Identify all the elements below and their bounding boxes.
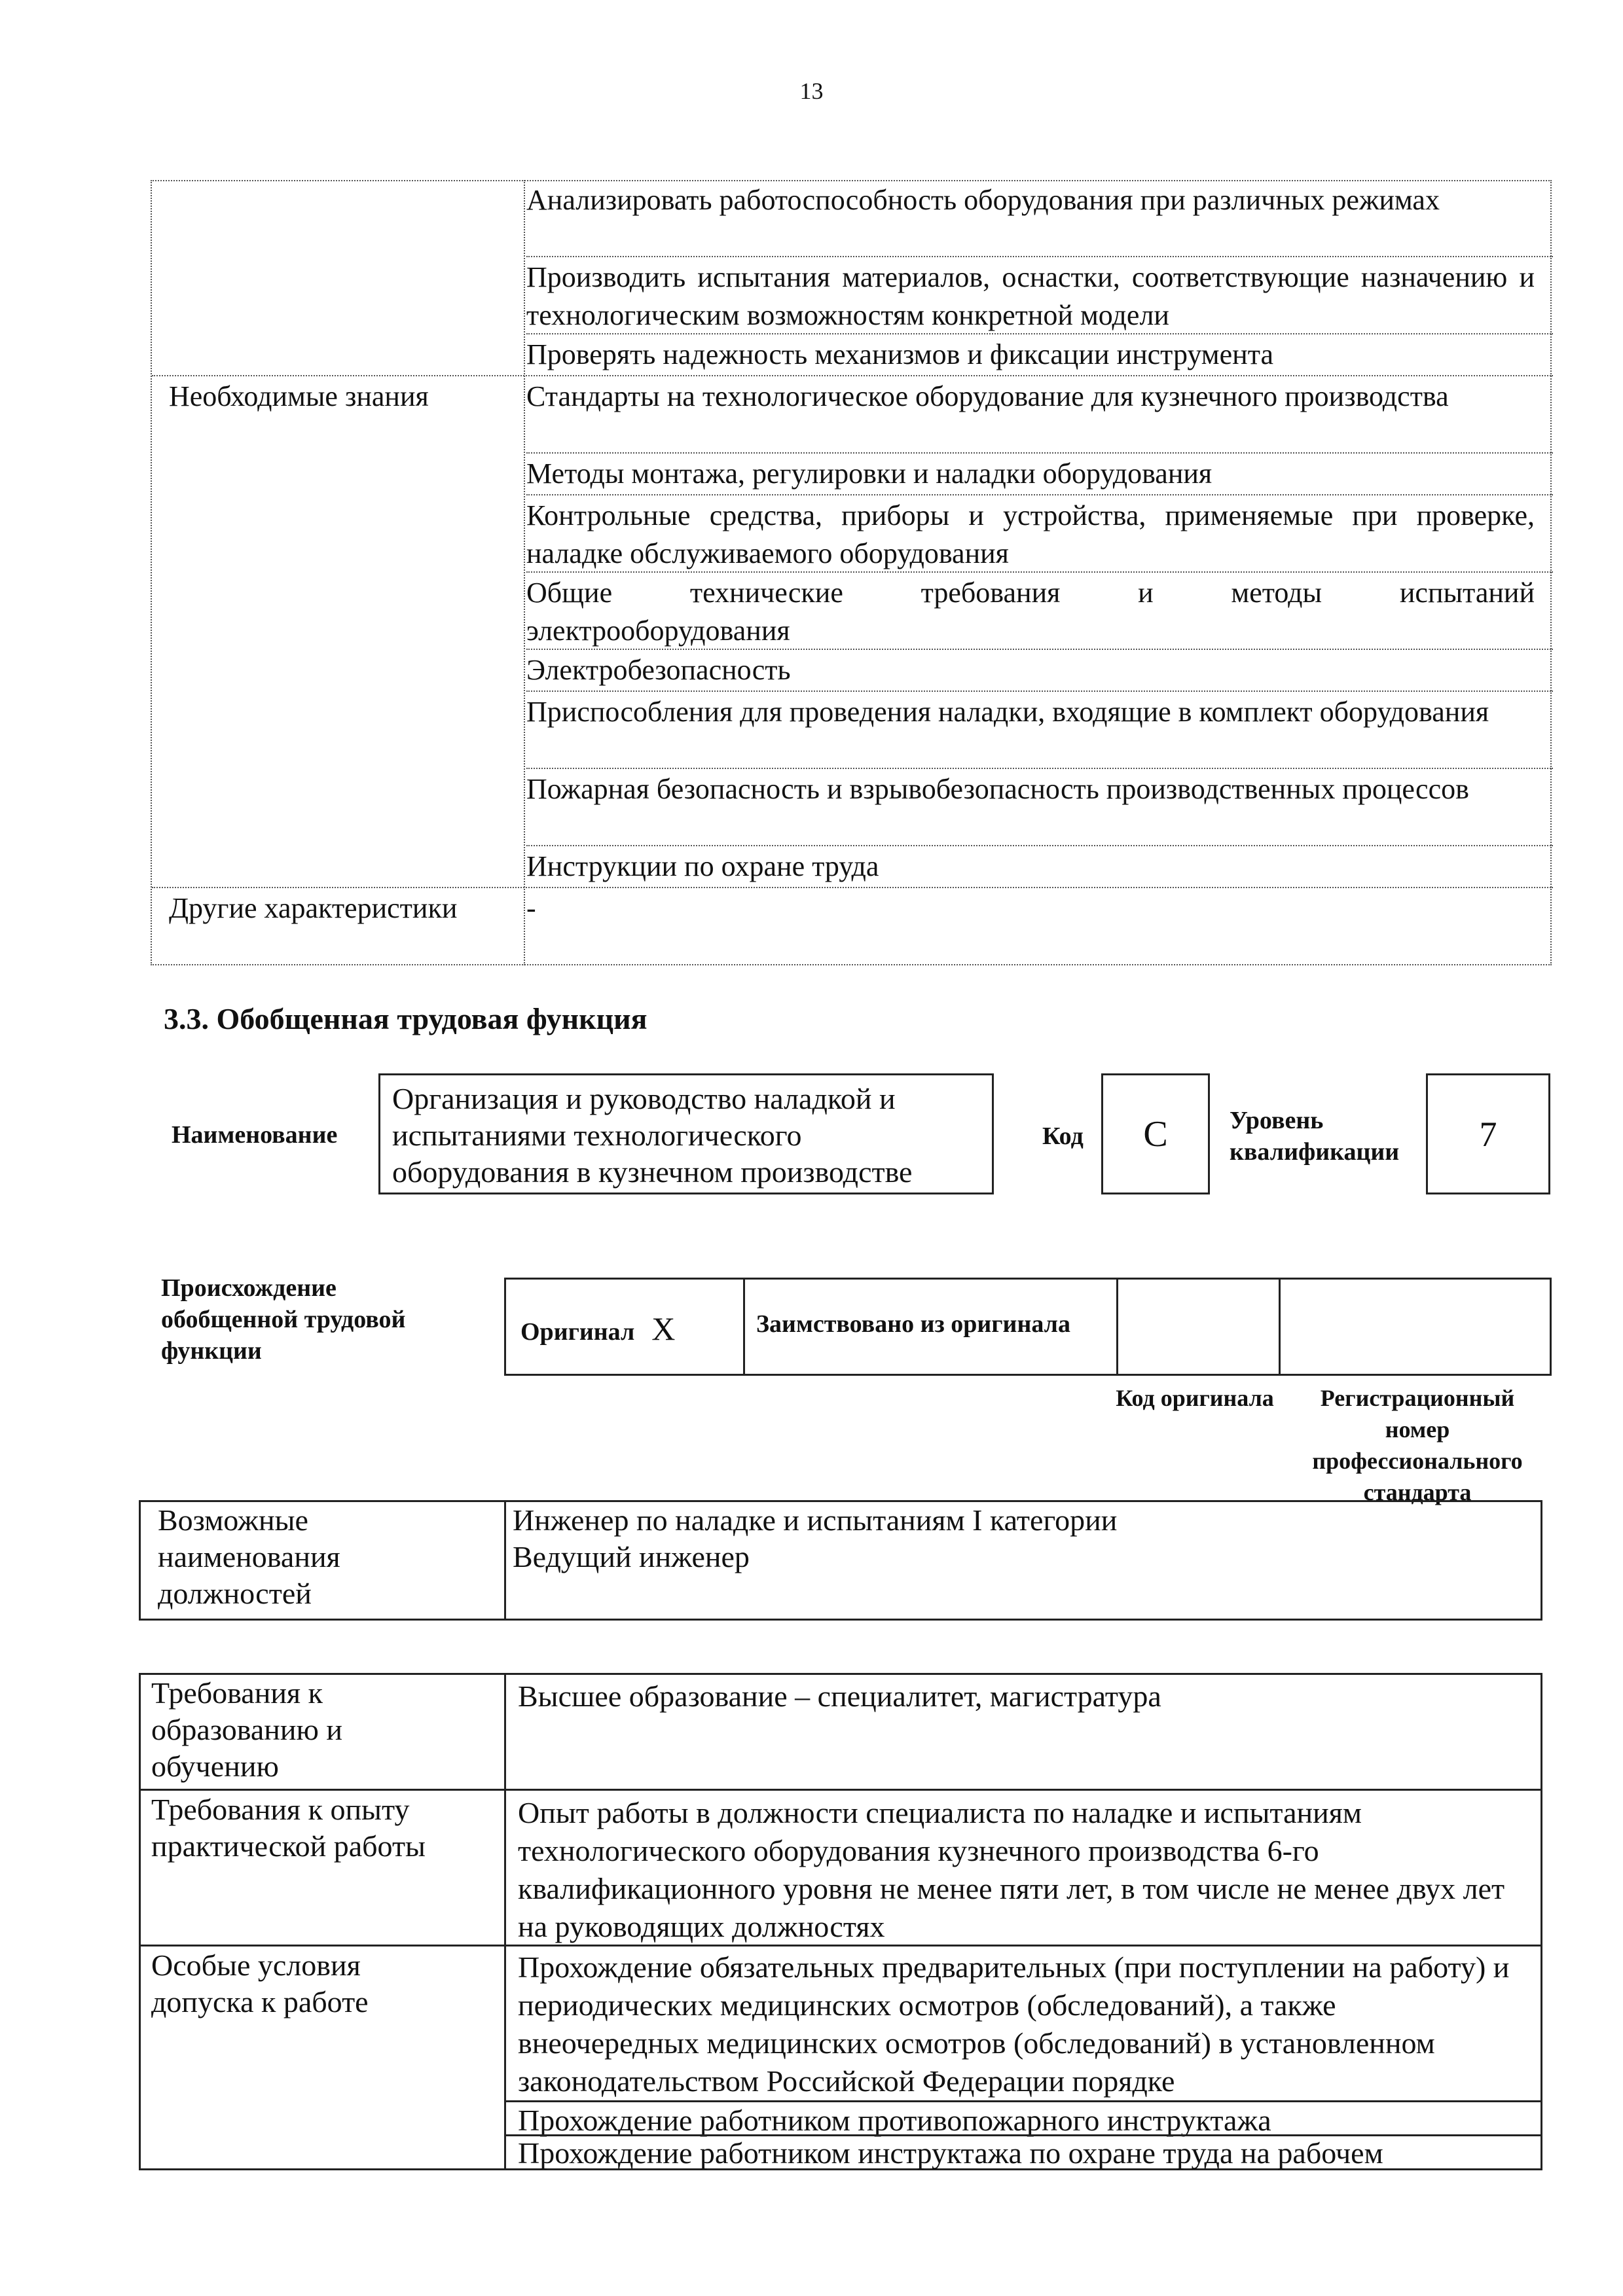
- skill-cell: Производить испытания материалов, оснастки, соответствующие назначению и технологическим возможностям конкретной модели: [526, 261, 1535, 331]
- skill-cell: Анализировать работоспособность оборудования при различных режимах: [526, 184, 1440, 216]
- row-divider: [526, 691, 1553, 692]
- knowledge-cell: Пожарная безопасность и взрывобезопасность производственных процессов: [526, 773, 1469, 805]
- level-box: 7: [1426, 1073, 1550, 1194]
- code-box: C: [1101, 1073, 1210, 1194]
- column-divider: [504, 1502, 506, 1619]
- code-label: Код: [1042, 1122, 1084, 1150]
- special-condition-value: Прохождение работником противопожарного инструктажа: [518, 2104, 1271, 2137]
- column-divider: [524, 180, 525, 965]
- origin-table: [504, 1278, 1552, 1376]
- code-original-caption: Код оригинала: [1116, 1385, 1274, 1411]
- positions-table: [139, 1500, 1542, 1621]
- row-divider: [526, 571, 1553, 573]
- position-value: Ведущий инженер: [513, 1540, 750, 1573]
- knowledge-cell: Стандарты на технологическое оборудование для кузнечного производства: [526, 380, 1449, 412]
- position-value: Инженер по наладке и испытаниям I категории: [513, 1503, 1118, 1537]
- row-divider: [526, 768, 1553, 769]
- reg-number-caption: Регистрационный номер профессионального стандарта: [1312, 1385, 1523, 1505]
- function-name-box: Организация и руководство наладкой и испытаниями технологического оборудования в кузнечном производстве: [378, 1073, 994, 1194]
- origin-label: Происхождение обобщенной трудовой функции: [161, 1274, 406, 1365]
- education-label: Требования к образованию и обучению: [151, 1676, 342, 1783]
- special-condition-value: Прохождение обязательных предварительных (при поступлении на работу) и периодических медицинских осмотров (обследований), а также внеочередных медицинских осмотров (обследований) в установленном законодательством Российской Федерации порядке: [518, 1950, 1510, 2098]
- row-divider: [526, 256, 1553, 257]
- knowledge-cell: Общие технические требования и методы испытаний электрооборудования: [526, 577, 1535, 647]
- level-label: Уровень квалификации: [1230, 1107, 1400, 1166]
- experience-label: Требования к опыту практической работы: [151, 1793, 426, 1863]
- knowledge-label: Необходимые знания: [169, 380, 429, 412]
- row-divider: [141, 1789, 1541, 1791]
- other-label: Другие характеристики: [169, 892, 458, 924]
- row-divider: [526, 494, 1553, 495]
- row-divider: [526, 845, 1553, 846]
- original-label: Оригинал: [520, 1318, 635, 1346]
- row-divider: [526, 649, 1553, 650]
- knowledge-cell: Методы монтажа, регулировки и наладки оборудования: [526, 457, 1213, 490]
- knowledge-cell: Приспособления для проведения наладки, входящие в комплект оборудования: [526, 696, 1489, 728]
- education-value: Высшее образование – специалитет, магистратура: [518, 1679, 1161, 1713]
- row-divider: [526, 452, 1553, 454]
- knowledge-cell: Контрольные средства, приборы и устройства, применяемые при проверке, наладке обслуживаемого оборудования: [526, 499, 1535, 569]
- row-divider: [526, 333, 1553, 334]
- column-divider: [1116, 1280, 1118, 1374]
- original-cell: [520, 1310, 675, 1348]
- requirements-table: [139, 1673, 1542, 2170]
- row-divider: [152, 375, 1553, 376]
- column-divider: [743, 1280, 745, 1374]
- row-divider: [141, 1945, 1541, 1946]
- name-label: Наименование: [172, 1121, 338, 1149]
- other-cell: -: [526, 892, 536, 924]
- column-divider: [1279, 1280, 1281, 1374]
- knowledge-cell: Электробезопасность: [526, 654, 791, 686]
- positions-label: Возможные наименования должностей: [158, 1503, 340, 1610]
- knowledge-cell: Инструкции по охране труда: [526, 850, 879, 882]
- section-title: 3.3. Обобщенная трудовая функция: [164, 1002, 647, 1035]
- page-number: 13: [799, 78, 824, 104]
- skill-cell: Проверять надежность механизмов и фиксации инструмента: [526, 338, 1273, 370]
- borrowed-label: Заимствовано из оригинала: [756, 1310, 1070, 1338]
- skills-knowledge-table: [151, 180, 1552, 965]
- special-conditions-label: Особые условия допуска к работе: [151, 1948, 369, 2018]
- column-divider: [504, 1675, 506, 2168]
- row-divider: [152, 887, 1553, 888]
- experience-value: Опыт работы в должности специалиста по наладке и испытаниям технологического оборудования кузнечного производства 6-го квалификационного уровня не менее пяти лет, в том числе не менее двух лет на руководящих должностях: [518, 1796, 1505, 1943]
- special-condition-value: Прохождение работником инструктажа по охране труда на рабочем: [518, 2136, 1383, 2170]
- original-mark: X: [651, 1310, 676, 1347]
